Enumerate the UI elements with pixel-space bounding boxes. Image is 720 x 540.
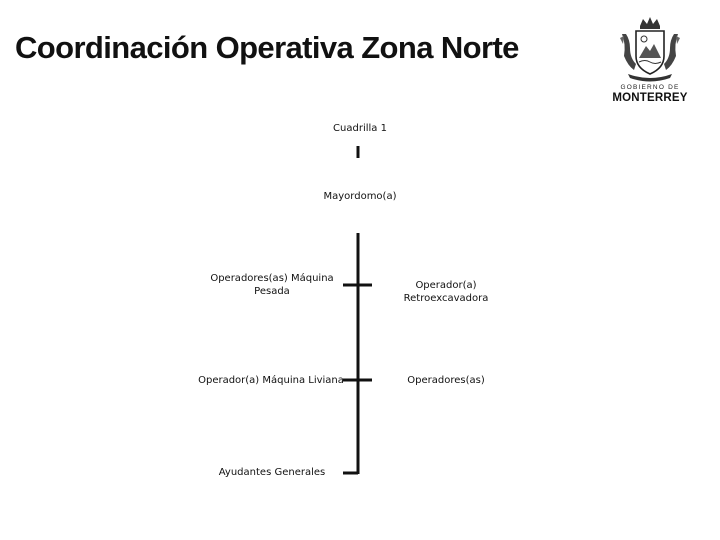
org-node-ayudantes-generales: Ayudantes Generales	[218, 467, 326, 478]
org-node-operadores-maquina-pesada: Operadores(as) Máquina Pesada	[210, 273, 334, 297]
org-node-cuadrilla: Cuadrilla 1	[333, 123, 387, 134]
org-node-operador-retroexcavadora: Operador(a) Retroexcavadora	[403, 280, 489, 304]
logo-text-bottom: MONTERREY	[612, 92, 688, 104]
org-node-operador-maquina-liviana: Operador(a) Máquina Liviana	[198, 375, 344, 386]
org-node-operadores: Operadores(as)	[407, 375, 485, 386]
org-node-mayordomo: Mayordomo(a)	[323, 191, 397, 202]
logo-text-top: GOBIERNO DE	[620, 84, 680, 91]
page-title: Coordinación Operativa Zona Norte	[15, 30, 519, 65]
